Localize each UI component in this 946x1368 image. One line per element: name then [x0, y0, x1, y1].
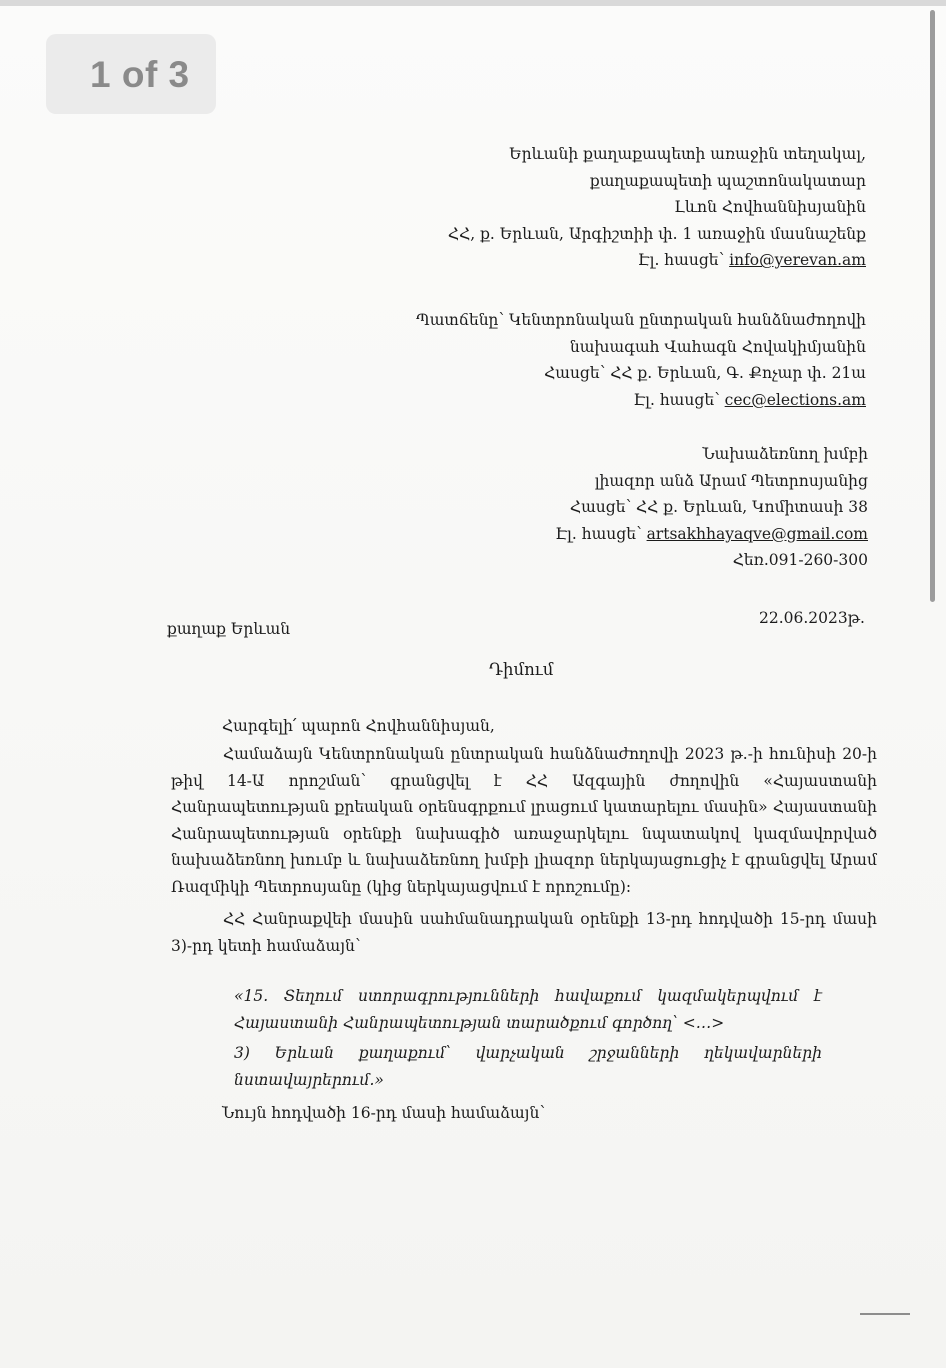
- sender-phone: Հեռ.091-260-300: [732, 551, 868, 570]
- recipient-address-block: [448, 141, 866, 274]
- sender-email-line: [555, 521, 868, 548]
- letter-date: 22.06.2023թ.: [759, 609, 865, 627]
- recipient-title: Երևանի քաղաքապետի առաջին տեղակալ,: [509, 145, 866, 163]
- sender-address-block: [555, 441, 868, 574]
- copy-address: Հասցե՝ ՀՀ ք. Երևան, Գ. Քոչար փ. 21ա: [544, 364, 866, 383]
- sender-group: Նախաձեռնող խմբի: [702, 445, 868, 463]
- copy-email-line: [416, 387, 866, 414]
- paragraph-2: ՀՀ Հանրաքվեի մասին սահմանադրական օրենքի 13-րդ հոդվածի 15-րդ մասի 3)-րդ կետի համաձայն՝: [171, 910, 877, 955]
- scrollbar-thumb[interactable]: [930, 10, 935, 602]
- recipient-position: քաղաքապետի պաշտոնակատար: [589, 171, 866, 190]
- city: քաղաք Երևան: [167, 620, 291, 638]
- salutation: Հարգելի՛ պարոն Հովհաննիսյան,: [222, 717, 495, 735]
- recipient-name: Լևոն Հովհաննիսյանին: [674, 198, 866, 217]
- recipient-address: ՀՀ, ք. Երևան, Արգիշտիի փ. 1 առաջին մասնաշենք: [447, 224, 866, 243]
- viewer-top-bar: [0, 0, 946, 6]
- copy-name: նախագահ Վահագն Հովակիմյանին: [569, 337, 866, 356]
- recipient-email-line: [448, 247, 866, 274]
- copy-title: Պատճենը՝ Կենտրոնական ընտրական հանձնաժողովի: [416, 311, 866, 329]
- copy-address-block: [416, 307, 866, 413]
- page-indicator: [46, 34, 216, 114]
- email-label: Էլ. հասցե՝: [637, 251, 725, 270]
- page-indicator-label: 1 of 3: [90, 54, 190, 95]
- sender-name: լիազոր անձ Արամ Պետրոսյանից: [594, 471, 868, 490]
- copy-email: cec@elections.am: [724, 390, 866, 409]
- quote-2: 3) Երևան քաղաքում՝ վարչական շրջանների ղեկավարների նստավայրերում.»: [234, 1044, 822, 1089]
- recipient-email: info@yerevan.am: [729, 251, 866, 270]
- sender-email: artsakhhayaqve@gmail.com: [646, 524, 868, 543]
- quote-1: «15. Տեղում ստորագրությունների հավաքում կազմակերպվում է Հայաստանի Հանրապետության տարածքում գործող՝ <…>: [234, 987, 822, 1032]
- sender-address: Հասցե՝ ՀՀ ք. Երևան, Կոմիտասի 38: [569, 498, 868, 517]
- paragraph-3: Նույն հոդվածի 16-րդ մասի համաձայն՝: [222, 1104, 545, 1122]
- email-label: Էլ. հասցե՝: [555, 524, 642, 543]
- page-footer-rule: [860, 1313, 910, 1315]
- document-title: Դիմում: [489, 660, 554, 679]
- body-text: [171, 741, 877, 959]
- email-label: Էլ. հասցե՝: [633, 390, 720, 409]
- paragraph-1: Համաձայն Կենտրոնական ընտրական հանձնաժողովի 2023 թ.-ի հունիսի 20-ի թիվ 14-Ա որոշման՝ գրանցվել է ՀՀ Ազգային ժողովին «Հայաստանի Հանրապետության քրեական օրենսգրքում լրացում կատարելու մասին» Հայաստանի Հանրապետության օրենքի նախագիծ առաջարկելու նպատակով կազմավորված նախաձեռնող խումբ և նախաձեռնող խմբի լիազոր ներկայացուցիչ է գրանցվել Արամ Ռազմիկի Պետրոսյանը (կից ներկայացվում է որոշումը):: [171, 745, 877, 896]
